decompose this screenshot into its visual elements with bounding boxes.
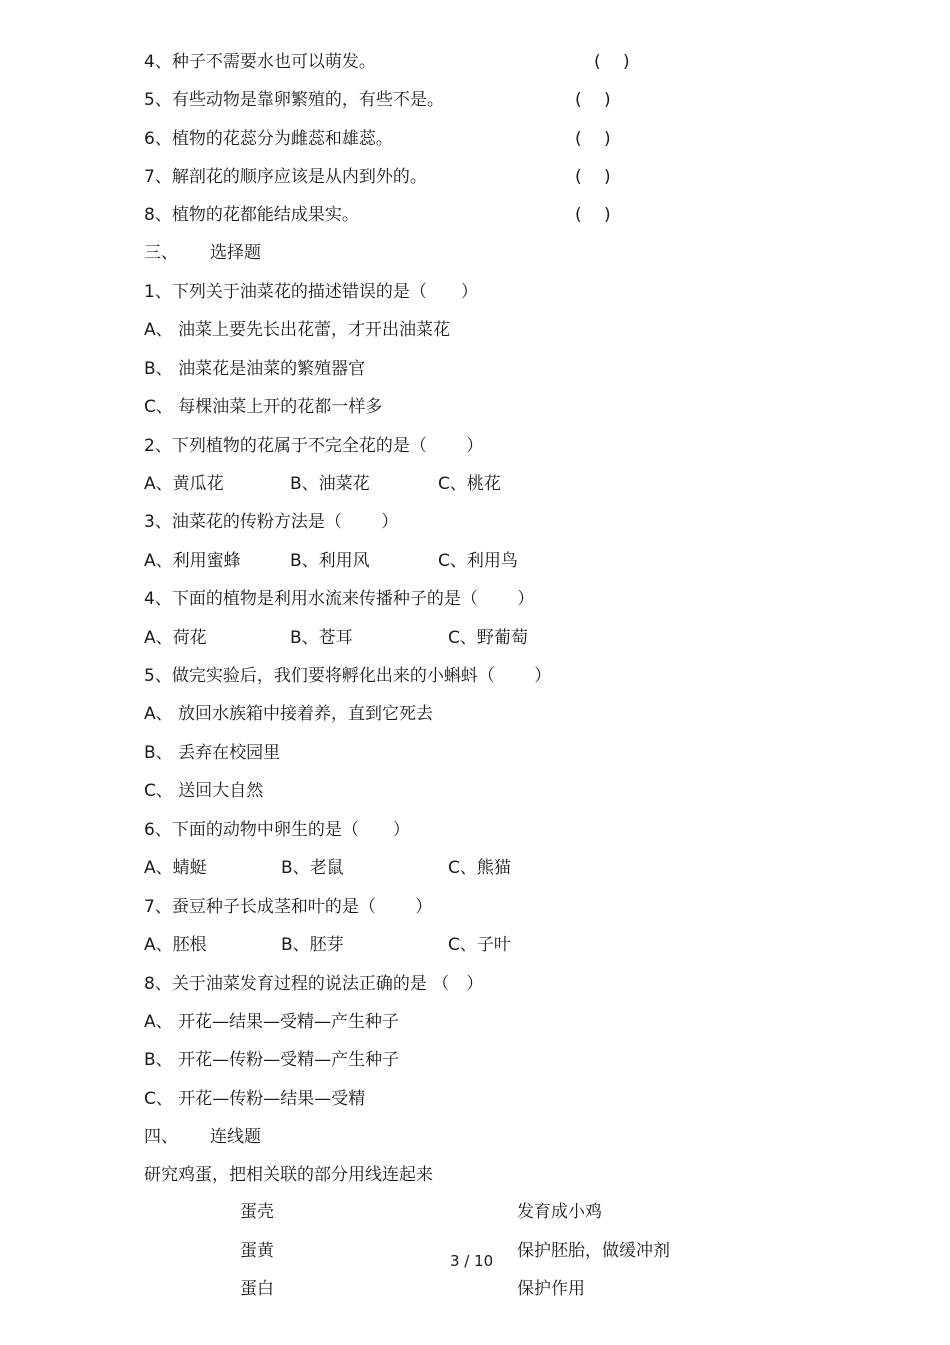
question-3: 3、油菜花的传粉方法是（ ） [144,512,399,532]
match-right-item: 保护作用 [517,1279,585,1299]
question-6: 6、下面的动物中卵生的是（ ） [144,820,410,840]
section-4-number: 四、 [144,1127,178,1147]
section-3-title: 选择题 [210,243,261,263]
judgement-item-6: 6、植物的花蕊分为雌蕊和雄蕊。 [144,129,393,149]
answer-paren: ( ) [575,167,611,187]
question-3-option-b: B、利用风 [290,551,370,571]
question-5-option-a: A、 放回水族箱中接着养，直到它死去 [144,704,434,724]
page-number: 3 / 10 [450,1252,494,1270]
match-left-item: 蛋壳 [240,1202,274,1222]
question-7-option-a: A、胚根 [144,935,207,955]
question-1-option-a: A、 油菜上要先长出花蕾，才开出油菜花 [144,320,451,340]
answer-paren: ( ) [575,129,611,149]
question-4-option-a: A、荷花 [144,628,207,648]
match-left-item: 蛋白 [240,1279,274,1299]
matching-instruction: 研究鸡蛋，把相关联的部分用线连起来 [144,1165,433,1185]
answer-paren: ( ) [575,205,611,225]
question-2-option-a: A、黄瓜花 [144,474,224,494]
answer-paren: ( ) [594,52,630,72]
match-left-item: 蛋黄 [240,1241,274,1261]
section-3-number: 三、 [144,243,178,263]
question-3-option-c: C、利用鸟 [438,551,518,571]
question-6-option-b: B、老鼠 [281,858,344,878]
question-6-option-c: C、熊猫 [448,858,511,878]
question-5-option-b: B、 丢弃在校园里 [144,743,281,763]
question-2: 2、下列植物的花属于不完全花的是（ ） [144,436,484,456]
question-7-option-b: B、胚芽 [281,935,344,955]
question-5: 5、做完实验后，我们要将孵化出来的小蝌蚪（ ） [144,666,552,686]
judgement-item-8: 8、植物的花都能结成果实。 [144,205,359,225]
judgement-item-4: 4、种子不需要水也可以萌发。 [144,52,376,72]
question-4-option-c: C、野葡萄 [448,628,528,648]
judgement-item-7: 7、解剖花的顺序应该是从内到外的。 [144,167,427,187]
question-7: 7、蚕豆种子长成茎和叶的是（ ） [144,897,433,917]
question-2-option-b: B、油菜花 [290,474,370,494]
match-right-item: 发育成小鸡 [517,1202,602,1222]
question-8: 8、关于油菜发育过程的说法正确的是 （ ） [144,974,484,994]
question-4: 4、下面的植物是利用水流来传播种子的是（ ） [144,589,535,609]
judgement-item-5: 5、有些动物是靠卵繁殖的，有些不是。 [144,90,444,110]
question-1: 1、下列关于油菜花的描述错误的是（ ） [144,282,478,302]
question-1-option-c: C、 每棵油菜上开的花都一样多 [144,397,383,417]
question-8-option-c: C、 开花—传粉—结果—受精 [144,1089,366,1109]
question-3-option-a: A、利用蜜蜂 [144,551,241,571]
question-8-option-a: A、 开花—结果—受精—产生种子 [144,1012,400,1032]
question-1-option-b: B、 油菜花是油菜的繁殖器官 [144,359,366,379]
question-7-option-c: C、子叶 [448,935,511,955]
question-6-option-a: A、蜻蜓 [144,858,207,878]
question-4-option-b: B、苍耳 [290,628,353,648]
answer-paren: ( ) [575,90,611,110]
match-right-item: 保护胚胎，做缓冲剂 [517,1241,670,1261]
question-2-option-c: C、桃花 [438,474,501,494]
section-4-title: 连线题 [210,1127,261,1147]
question-8-option-b: B、 开花—传粉—受精—产生种子 [144,1050,400,1070]
question-5-option-c: C、 送回大自然 [144,781,264,801]
